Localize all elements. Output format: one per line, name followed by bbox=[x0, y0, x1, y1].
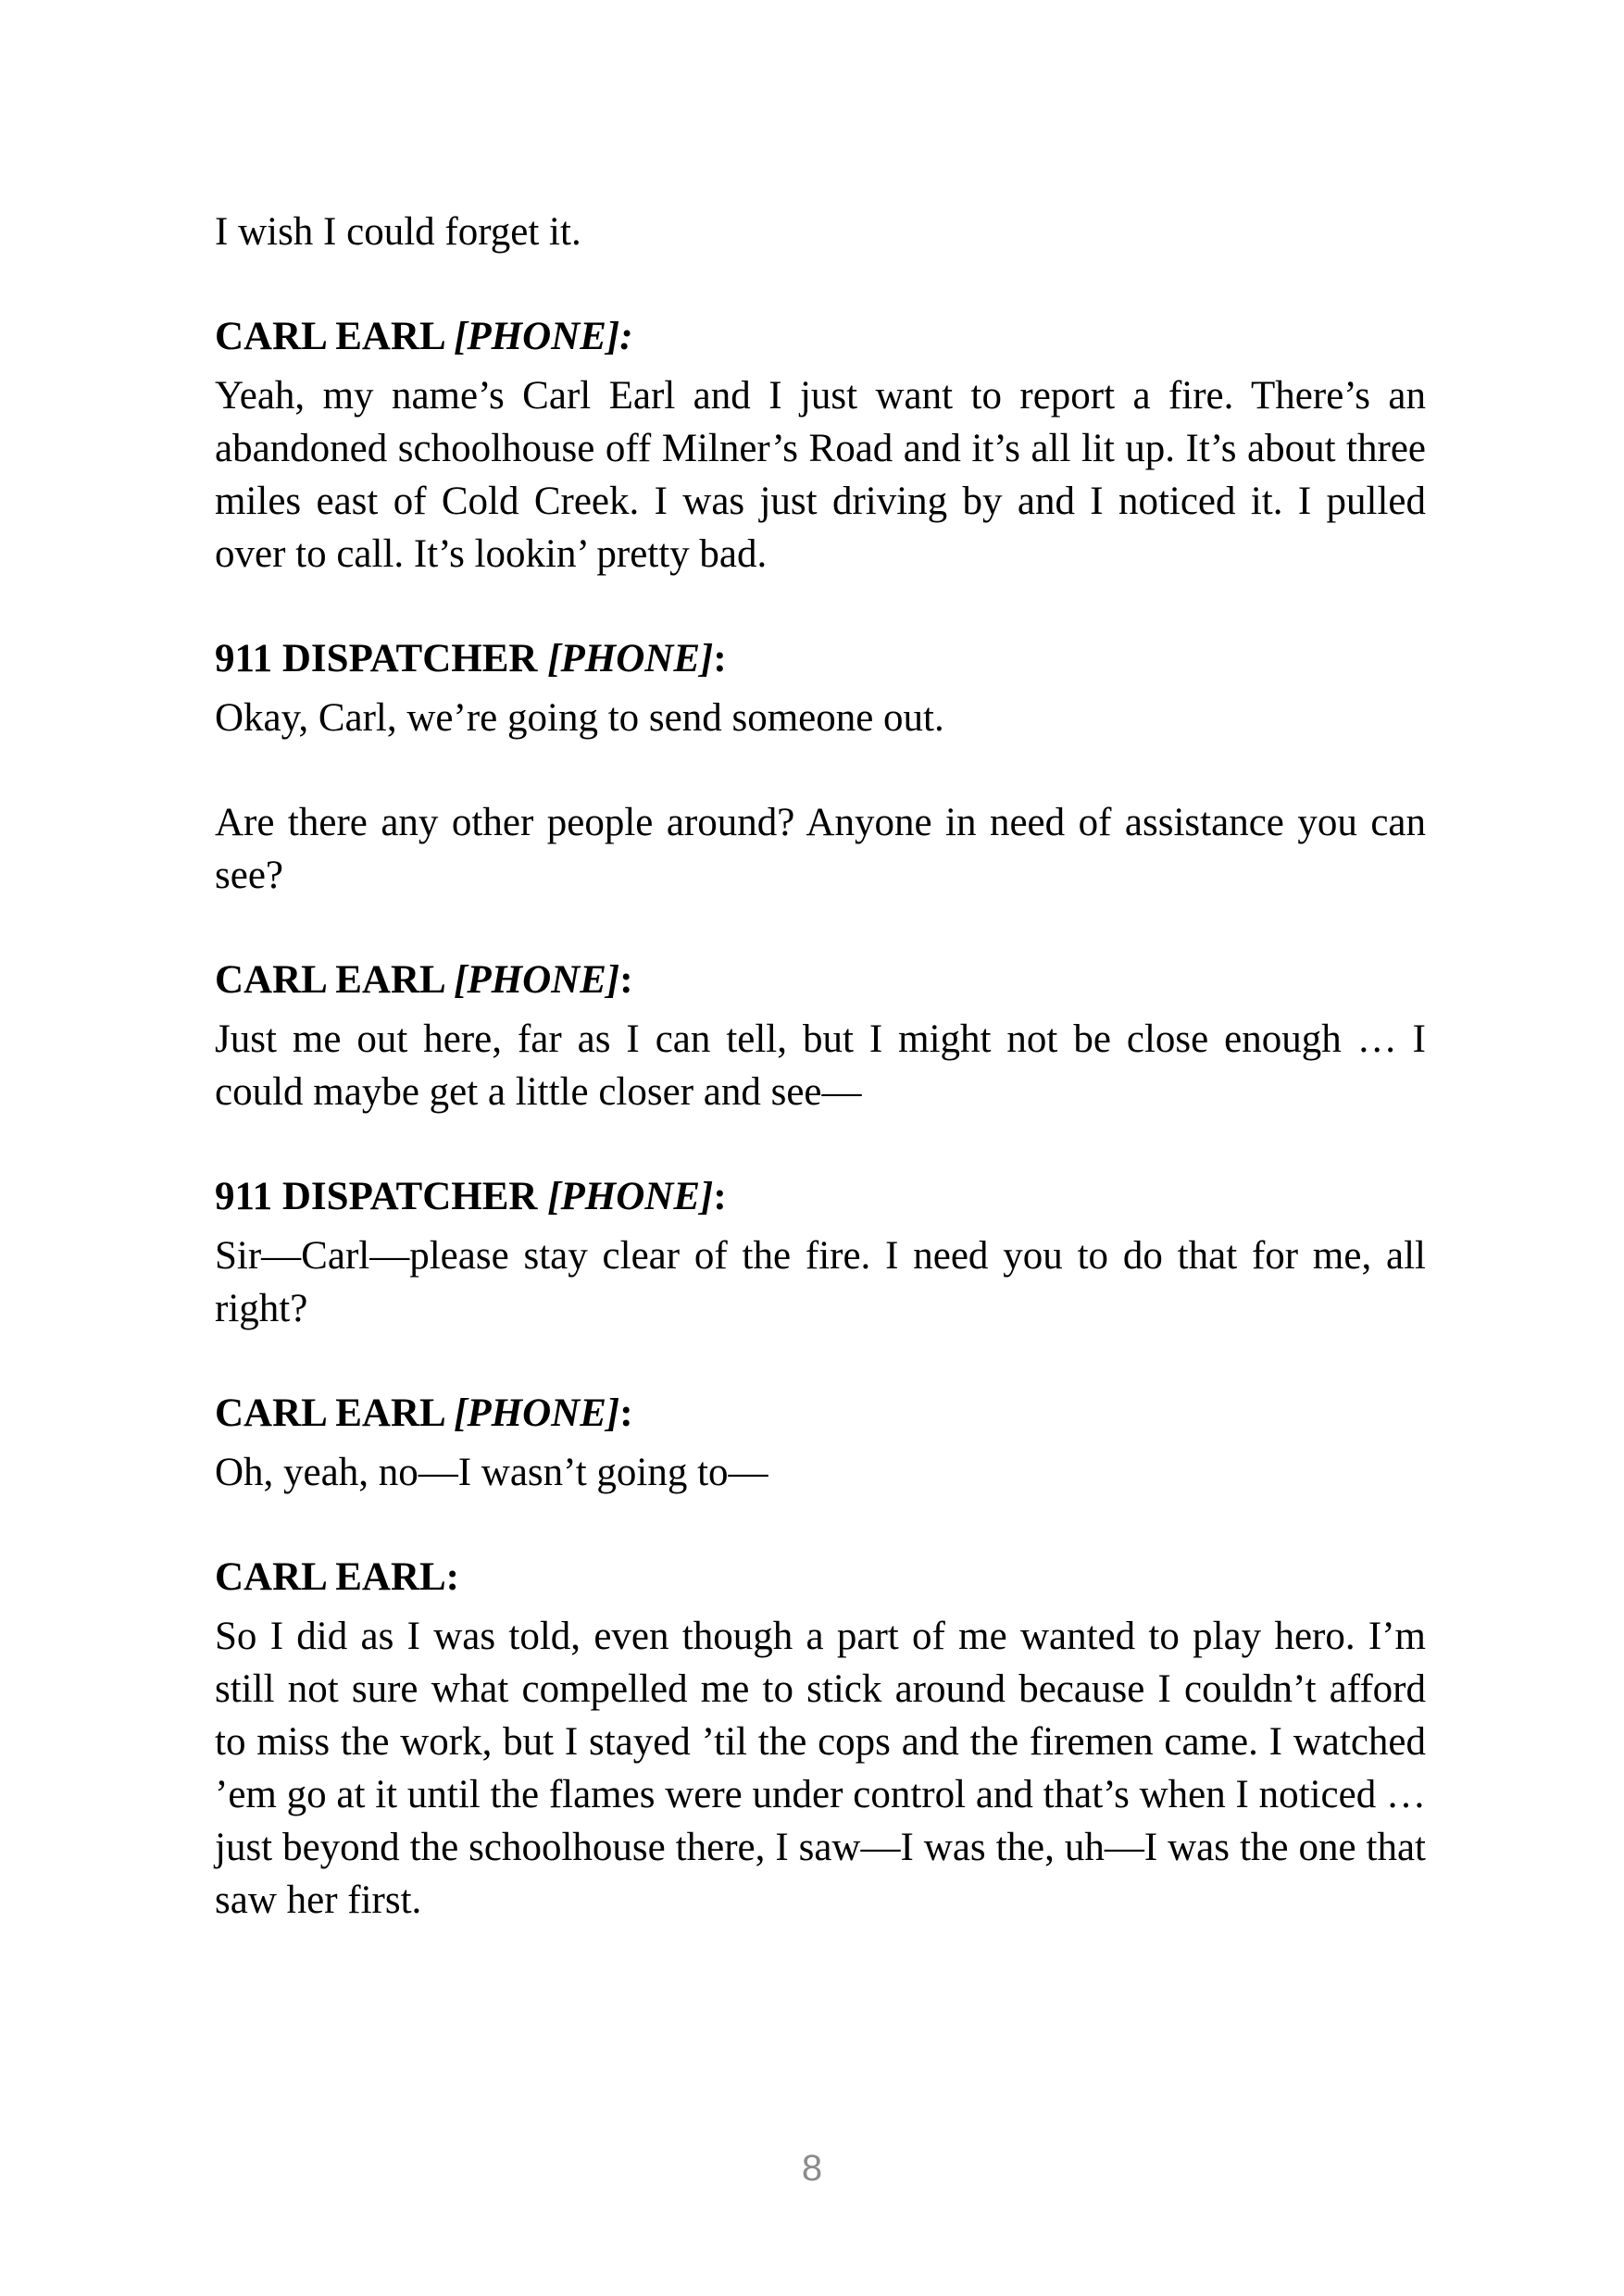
dialogue-paragraph: So I did as I was told, even though a part of me wanted to play hero. I’m still not sure what compelled me to stick around because I couldn’t afford to miss the work, but I stayed ’til the cops and the firemen came. I watched ’em go at it until the flames were under control and that’s when I noticed … just beyond the schoolhouse there, I saw—I was the, uh—I was the one that saw her first. bbox=[215, 1615, 1426, 1922]
speaker-name: 911 DISPATCHER bbox=[215, 1175, 548, 1218]
speaker-suffix: : bbox=[713, 637, 727, 680]
dialogue-paragraph: Yeah, my name’s Carl Earl and I just want to report a fire. There’s an abandoned schoolhouse off Milner’s Road and it’s all lit up. It’s about three miles east of Cold Creek. I was just driving by and I noticed it. I pulled over to call. It’s lookin’ pretty bad. bbox=[215, 374, 1426, 576]
speaker-heading bbox=[215, 1551, 1426, 1603]
dialogue-paragraph: Sir—Carl—please stay clear of the fire. I need you to do that for me, all right? bbox=[215, 1234, 1426, 1330]
speaker-heading bbox=[215, 310, 1426, 363]
speaker-tag: [PHONE] bbox=[454, 958, 620, 1002]
speaker-tag: [PHONE]: bbox=[454, 315, 633, 358]
document-body bbox=[215, 206, 1426, 1927]
speaker-name: 911 DISPATCHER bbox=[215, 637, 548, 680]
narration-paragraph: I wish I could forget it. bbox=[215, 210, 581, 254]
speaker-suffix: : bbox=[713, 1175, 727, 1218]
speaker-name: CARL EARL: bbox=[215, 1555, 460, 1599]
speaker-heading bbox=[215, 954, 1426, 1006]
dialogue-paragraph: Okay, Carl, we’re going to send someone out. bbox=[215, 696, 944, 740]
speaker-heading bbox=[215, 1170, 1426, 1223]
speaker-heading bbox=[215, 632, 1426, 685]
speaker-name: CARL EARL bbox=[215, 958, 455, 1002]
dialogue-paragraph: Oh, yeah, no—I wasn’t going to— bbox=[215, 1451, 768, 1494]
speaker-name: CARL EARL bbox=[215, 1391, 455, 1435]
speaker-heading bbox=[215, 1387, 1426, 1440]
speaker-tag: [PHONE] bbox=[547, 1175, 714, 1218]
dialogue-paragraph: Are there any other people around? Anyone in need of assistance you can see? bbox=[215, 801, 1426, 897]
speaker-suffix: : bbox=[619, 958, 633, 1002]
speaker-tag: [PHONE] bbox=[547, 637, 714, 680]
page-number: 8 bbox=[801, 2148, 823, 2189]
speaker-suffix: : bbox=[619, 1391, 633, 1435]
speaker-name: CARL EARL bbox=[215, 315, 455, 358]
dialogue-paragraph: Just me out here, far as I can tell, but I might not be close enough … I could maybe get a little closer and see— bbox=[215, 1017, 1426, 1114]
speaker-tag: [PHONE] bbox=[454, 1391, 620, 1435]
